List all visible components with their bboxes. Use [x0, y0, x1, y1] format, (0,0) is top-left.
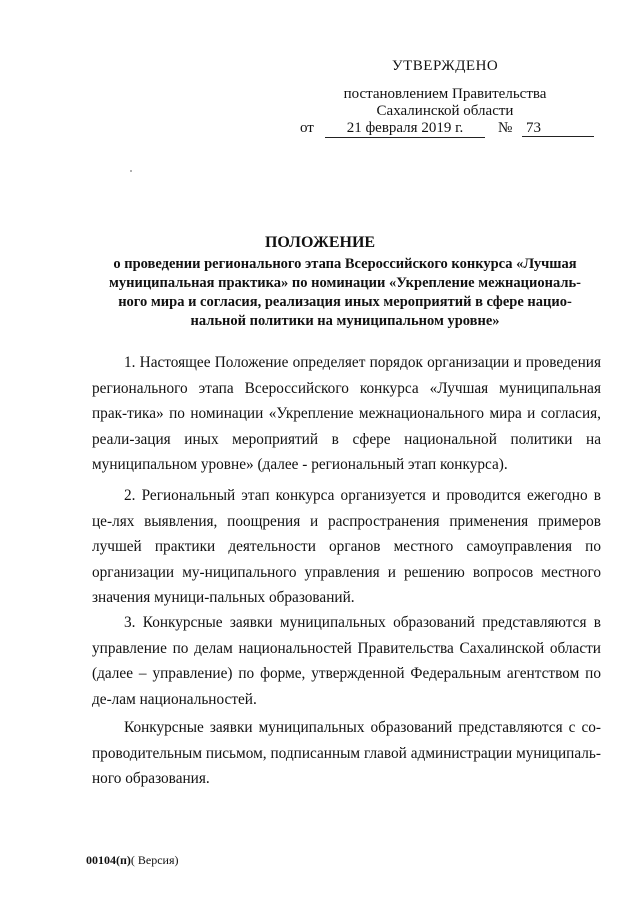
- approved-title: УТВЕРЖДЕНО: [392, 58, 499, 74]
- document-subtitle: о проведении регионального этапа Всероссийского конкурса «Лучшая муниципальная практика» по номинации «Укрепление межнациональ-ного мира и согласия, реализация иных мероприятий в сфере нацио-нальной политики на муниципальном уровне»: [108, 256, 581, 329]
- document-title: ПОЛОЖЕНИЕ: [264, 234, 376, 251]
- approval-date-row: [300, 120, 600, 140]
- paragraph-3-text: 3. Конкурсные заявки муниципальных образований представляются в управление по делам национальностей Правительства Сахалинской области (далее – управление) по форме, утвержденной Федеральным агентством по де-лам национальностей.: [92, 614, 601, 708]
- approval-line-1: постановлением Правительства: [343, 86, 547, 102]
- paragraph-4-text: Конкурсные заявки муниципальных образований представляются с со-проводительным письмом, подписанным главой администрации муниципаль-ного образования.: [92, 719, 601, 787]
- paragraph-3: [92, 610, 601, 712]
- paragraph-1-text: 1. Настоящее Положение определяет порядок организации и проведения регионального этапа Всероссийского конкурса «Лучшая муниципальная прак-тика» по номинации «Укрепление межнационального мира и согласия, реали-зация иных мероприятий в сфере национальной политики на муниципальном уровне» (далее - региональный этап конкурса).: [92, 354, 601, 473]
- scan-speck: [130, 170, 132, 172]
- date-label: от: [300, 120, 314, 136]
- footer-code: [86, 853, 179, 868]
- form-code: 00104(п): [86, 853, 131, 867]
- paragraph-2-text: 2. Региональный этап конкурса организуется и проводится ежегодно в це-лях выявления, поощрения и распространения применения примеров лучшей практики деятельности органов местного самоуправления по организации му-ниципального управления и решению вопросов местного значения муници-пальных образований.: [92, 487, 601, 606]
- paragraph-2: [92, 483, 601, 611]
- version-label: ( Версия): [130, 853, 179, 867]
- paragraph-1: [92, 350, 601, 478]
- approval-date: 21 февраля 2019 г.: [325, 120, 485, 138]
- paragraph-4: [92, 715, 601, 792]
- approval-number: 73: [522, 120, 594, 137]
- number-label: №: [498, 120, 513, 136]
- approval-line-2: Сахалинской области: [376, 103, 514, 119]
